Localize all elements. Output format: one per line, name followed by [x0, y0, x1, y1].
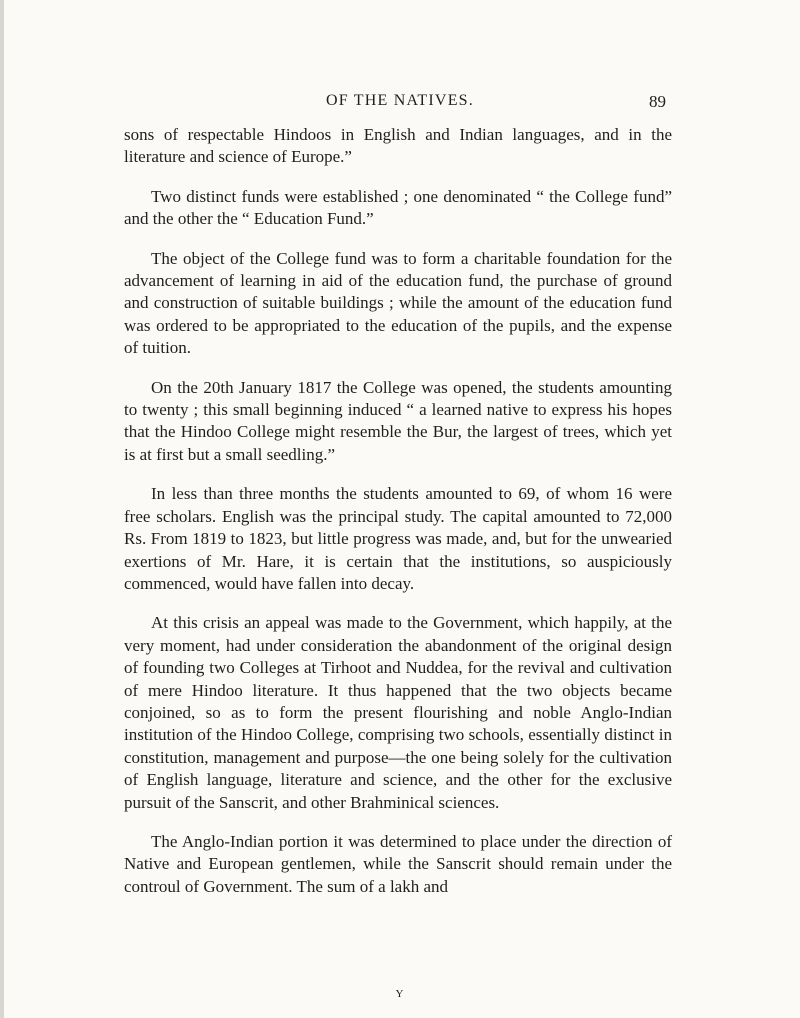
paragraph-2: Two distinct funds were established ; one denominated “ the College fund” and the other the “ Education Fund.” — [124, 186, 672, 229]
signature-mark: Y — [395, 988, 405, 1000]
paragraph-4: On the 20th January 1817 the College was opened, the students amounting to twenty ; this small beginning induced “ a learned native to express his hopes that the Hindoo College might resemble the Bur, the largest of trees, which yet is at first but a small seedling.” — [124, 377, 672, 464]
paragraph-5: In less than three months the students amounted to 69, of whom 16 were free scholars. English was the principal study. The capital amounted to 72,000 Rs. From 1819 to 1823, but little progress was made, and, but for the unwearied exertions of Mr. Hare, it is certain that the institutions, so auspiciously commenced, would have fallen into decay. — [124, 484, 672, 593]
running-title: OF THE NATIVES. — [326, 92, 474, 109]
body-text — [124, 124, 672, 898]
paragraph-6: At this crisis an appeal was made to the Government, which happily, at the very moment, had under consideration the abandonment of the original design of founding two Colleges at Tirhoot and Nuddea, for the revival and cultivation of mere Hindoo literature. It thus happened that the two objects became conjoined, so as to form the present flourishing and noble Anglo-Indian institution of the Hindoo College, comprising two schools, essentially distinct in constitution, management and purpose—the one being solely for the cultivation of English language, literature and science, and the other for the exclusive pursuit of the Sanscrit, and other Brahminical sciences. — [124, 613, 672, 812]
paragraph-1: sons of respectable Hindoos in English and Indian languages, and in the literature and science of Europe.” — [124, 125, 672, 167]
page-left-edge — [0, 0, 4, 1018]
paragraph-7: The Anglo-Indian portion it was determined to place under the direction of Native and European gentlemen, while the Sanscrit should remain under the controul of Government. The sum of a lakh and — [124, 831, 672, 896]
page-number: 89 — [649, 92, 666, 111]
page-header — [0, 92, 800, 114]
paragraph-3: The object of the College fund was to form a charitable foundation for the advancement of learning in aid of the education fund, the purchase of ground and construction of suitable buildings ; while the amount of the education fund was ordered to be appropriated to the education of the pupils, and the expense of tuition. — [124, 248, 672, 358]
